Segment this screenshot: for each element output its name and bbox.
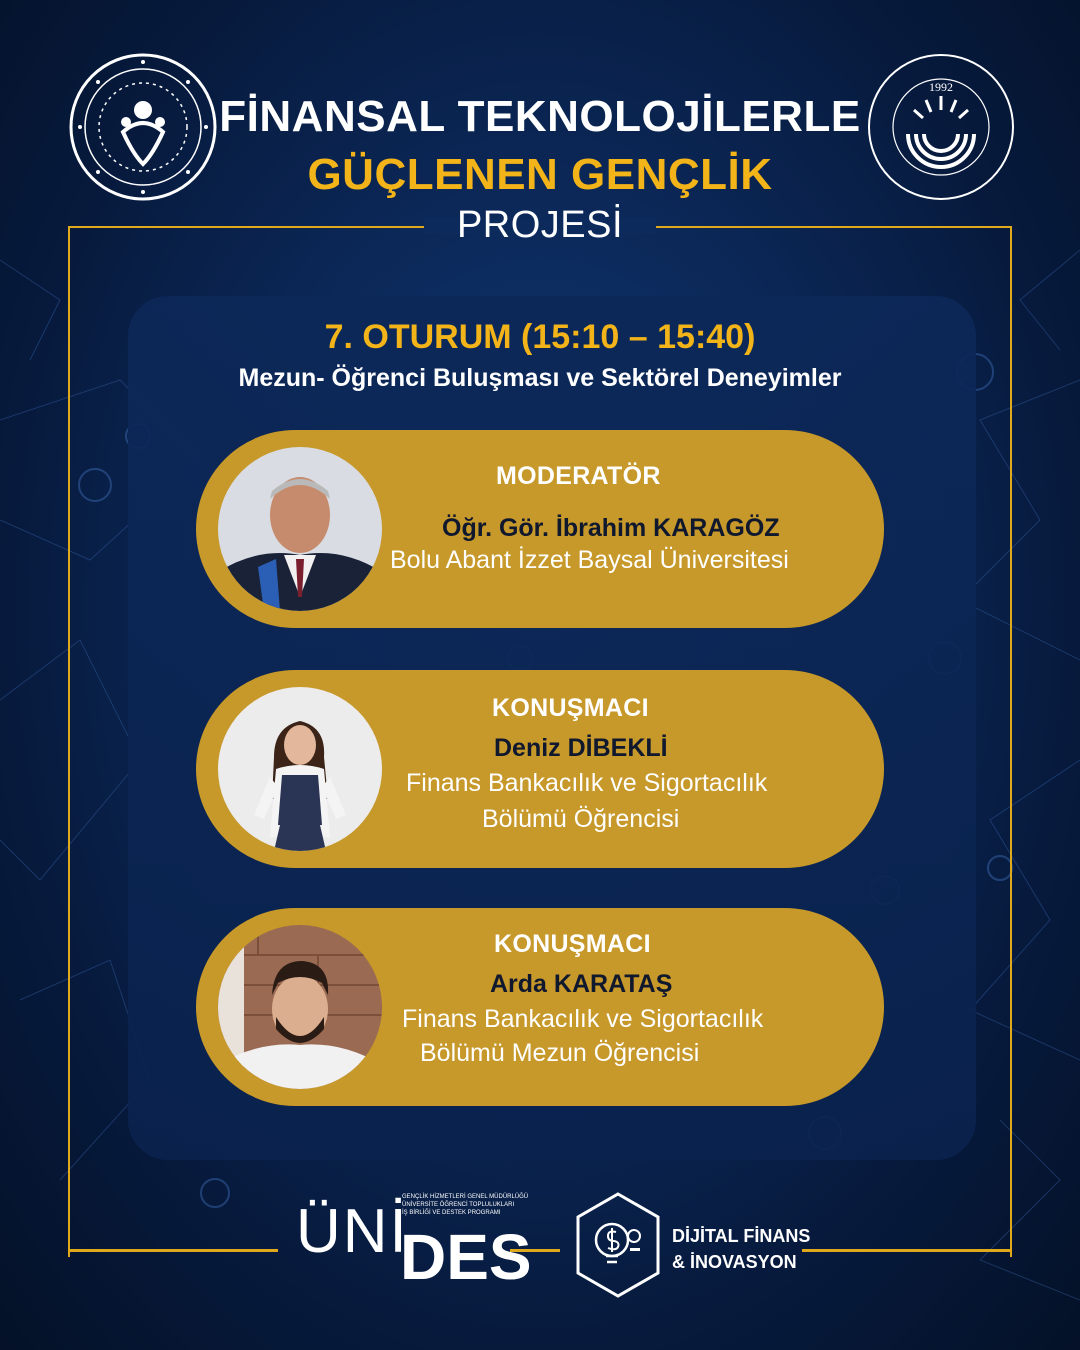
unides-small-1: GENÇLİK HİZMETLERİ GENEL MÜDÜRLÜĞÜ: [402, 1194, 529, 1200]
dfi-line-2: & İNOVASYON: [672, 1252, 797, 1272]
speaker-card-3: [196, 908, 884, 1106]
person-photo-icon: [218, 687, 382, 851]
unides-small-2: ÜNİVERSİTE ÖĞRENCİ TOPLULUKLARI: [402, 1202, 515, 1208]
title-line-3: PROJESİ: [456, 204, 624, 246]
speaker-affiliation-line-2: Bölümü Mezun Öğrencisi: [420, 1039, 700, 1067]
speaker-name: Öğr. Gör. İbrahim KARAGÖZ: [442, 514, 780, 542]
footer-line-left: [68, 1249, 278, 1252]
speaker-photo: [218, 447, 382, 611]
session-title: 7. OTURUM (15:10 – 15:40): [324, 318, 756, 356]
speaker-card-2: [196, 670, 884, 868]
speaker-role: MODERATÖR: [496, 462, 661, 490]
title-line-1: FİNANSAL TEKNOLOJİLERLE: [219, 92, 861, 141]
speaker-affiliation-line-1: Finans Bankacılık ve Sigortacılık: [406, 769, 768, 797]
footer-line-right: [802, 1249, 1012, 1252]
person-photo-icon: [218, 925, 382, 1089]
unides-small-3: İŞ BİRLİĞİ VE DESTEK PROGRAMI: [402, 1210, 501, 1216]
speaker-affiliation-line-2: Bölümü Öğrencisi: [482, 805, 680, 833]
session-subtitle: Mezun- Öğrenci Buluşması ve Sektörel Deneyimler: [238, 364, 842, 392]
speaker-photo: [218, 925, 382, 1089]
digital-finance-logo: [572, 1190, 811, 1305]
speaker-role: KONUŞMACI: [492, 694, 649, 722]
person-photo-icon: [218, 447, 382, 611]
unides-prefix: ÜNİ: [296, 1197, 409, 1266]
speaker-photo: [218, 687, 382, 851]
hexagon-bulb-icon: [572, 1190, 664, 1300]
speaker-name: Arda KARATAŞ: [490, 970, 673, 998]
university-year: 1992: [929, 80, 953, 94]
speaker-affiliation: Bolu Abant İzzet Baysal Üniversitesi: [390, 546, 789, 574]
speaker-card-moderator: [196, 430, 884, 628]
speaker-affiliation-line-1: Finans Bankacılık ve Sigortacılık: [402, 1005, 764, 1033]
speaker-name: Deniz DİBEKLİ: [494, 734, 668, 762]
unides-suffix: DES: [400, 1221, 532, 1293]
speaker-role: KONUŞMACI: [494, 930, 651, 958]
dfi-line-1: DİJİTAL FİNANS: [672, 1226, 811, 1246]
title-line-2: GÜÇLENEN GENÇLİK: [307, 150, 773, 199]
